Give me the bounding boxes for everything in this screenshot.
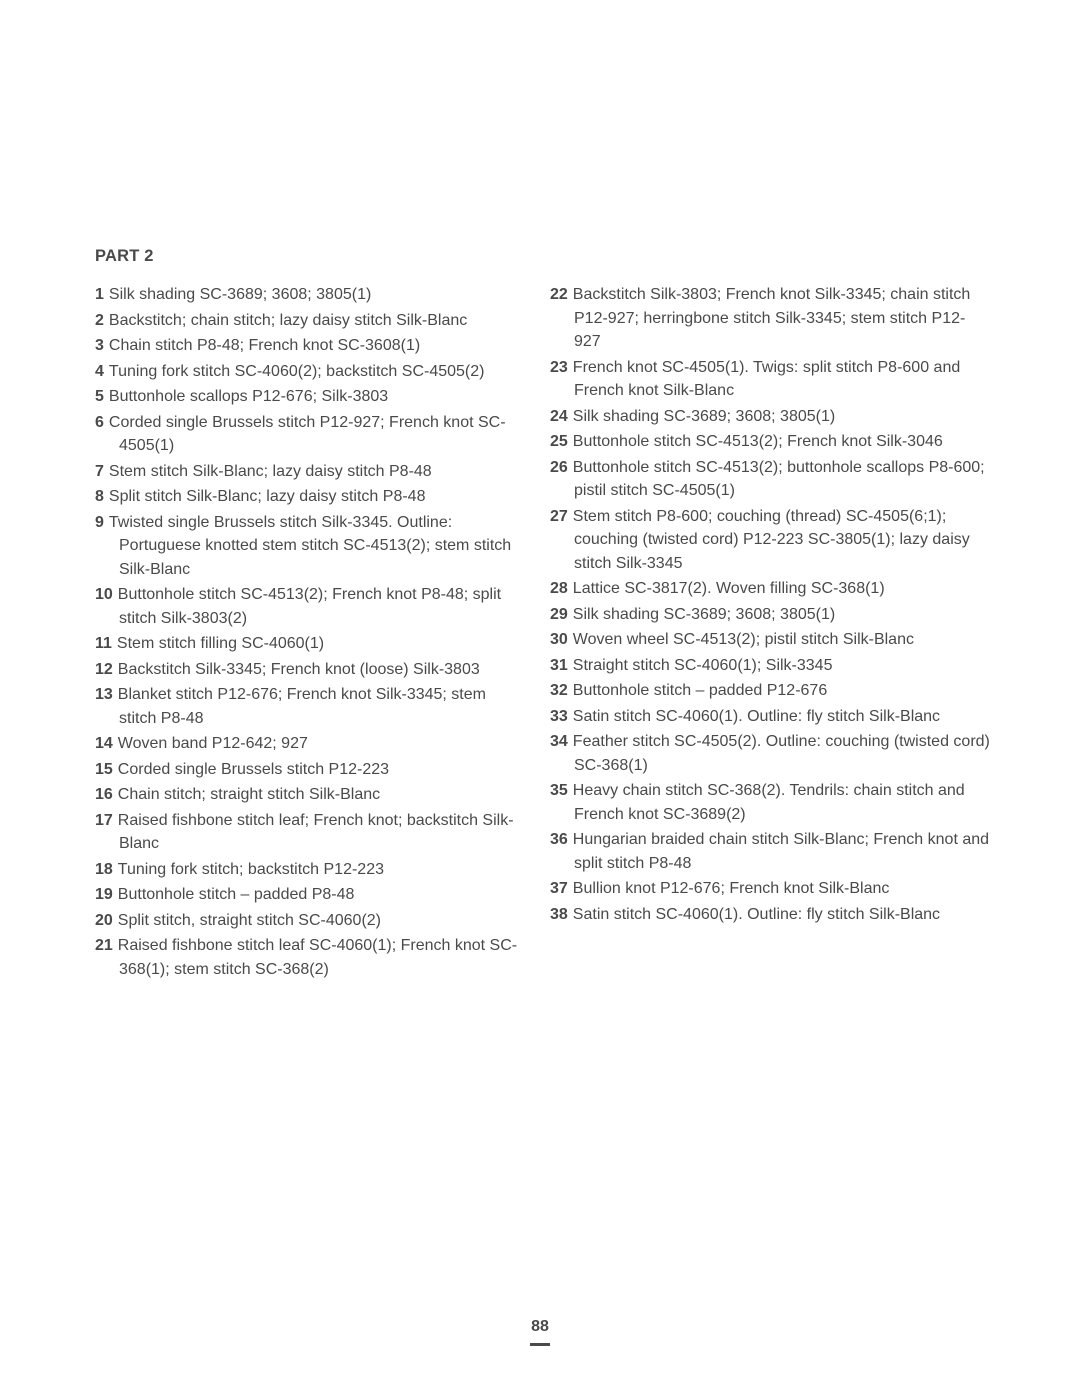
item-text: Stem stitch filling SC-4060(1) [116, 635, 325, 652]
item-text: Silk shading SC-3689; 3608; 3805(1) [572, 605, 836, 623]
item-text: Satin stitch SC-4060(1). Outline: fly stitch Silk-Blanc [572, 905, 941, 923]
list-item [95, 909, 520, 933]
item-text: Satin stitch SC-4060(1). Outline: fly stitch Silk-Blanc [572, 707, 941, 725]
list-item [550, 283, 990, 354]
list-item [95, 658, 520, 682]
item-text: Tuning fork stitch; backstitch P12-223 [117, 860, 384, 878]
item-text: Straight stitch SC-4060(1); Silk-3345 [572, 656, 833, 674]
item-number: 34 [550, 733, 568, 750]
item-number: 5 [95, 388, 104, 405]
item-text: Raised fishbone stitch leaf SC-4060(1); French knot SC-368(1); stem stitch SC-368(2) [117, 937, 518, 978]
list-item [95, 460, 520, 484]
item-number: 10 [95, 586, 113, 603]
item-text: Backstitch; chain stitch; lazy daisy stitch Silk-Blanc [108, 311, 468, 329]
item-text: Split stitch Silk-Blanc; lazy daisy stitch P8-48 [108, 488, 426, 505]
item-number: 8 [95, 488, 104, 505]
item-text: Blanket stitch P12-676; French knot Silk-3345; stem stitch P8-48 [117, 686, 486, 727]
item-number: 37 [550, 880, 568, 897]
item-text: Chain stitch; straight stitch Silk-Blanc [117, 786, 381, 803]
list-item [550, 730, 990, 777]
item-number: 21 [95, 937, 113, 954]
item-text: Buttonhole stitch SC-4513(2); buttonhole scallops P8-600; pistil stitch SC-4505(1) [572, 458, 985, 499]
list-item [95, 334, 520, 358]
item-text: Raised fishbone stitch leaf; French knot; backstitch Silk-Blanc [117, 811, 514, 852]
list-item [550, 828, 990, 875]
page-number-rule [530, 1343, 550, 1346]
item-number: 20 [95, 911, 113, 929]
list-item [550, 577, 990, 601]
item-text: Feather stitch SC-4505(2). Outline: couching (twisted cord) SC-368(1) [572, 733, 990, 774]
item-number: 31 [550, 656, 568, 674]
list-item [95, 883, 520, 907]
list-item [550, 654, 990, 678]
item-number: 13 [95, 686, 113, 703]
item-number: 26 [550, 458, 568, 476]
item-text: Corded single Brussels stitch P12-927; French knot SC-4505(1) [108, 413, 506, 454]
item-text: Corded single Brussels stitch P12-223 [117, 760, 390, 778]
list-item [95, 858, 520, 882]
list-item [550, 679, 990, 703]
item-number: 25 [550, 433, 568, 450]
item-number: 29 [550, 605, 568, 623]
item-number: 3 [95, 337, 104, 354]
list-item [95, 485, 520, 509]
list-item [95, 511, 520, 582]
item-text: Backstitch Silk-3803; French knot Silk-3345; chain stitch P12-927; herringbone stitch Silk-3345; stem stitch P12-927 [572, 286, 971, 350]
item-text: Lattice SC-3817(2). Woven filling SC-368(1) [572, 580, 885, 597]
item-number: 23 [550, 358, 568, 376]
item-number: 16 [95, 786, 113, 803]
item-text: Buttonhole stitch SC-4513(2); French knot P8-48; split stitch Silk-3803(2) [117, 586, 502, 627]
item-number: 7 [95, 462, 104, 480]
item-text: Heavy chain stitch SC-368(2). Tendrils: chain stitch and French knot SC-3689(2) [572, 782, 965, 823]
item-number: 1 [95, 286, 104, 303]
item-text: Split stitch, straight stitch SC-4060(2) [117, 911, 382, 929]
item-number: 32 [550, 682, 568, 699]
item-number: 19 [95, 886, 113, 903]
item-number: 30 [550, 631, 568, 648]
list-item [550, 628, 990, 652]
list-item [95, 809, 520, 856]
item-number: 28 [550, 580, 568, 597]
item-number: 15 [95, 760, 113, 778]
item-number: 35 [550, 782, 568, 799]
item-text: Backstitch Silk-3345; French knot (loose) Silk-3803 [117, 660, 480, 678]
list-item [550, 505, 990, 576]
item-text: Woven wheel SC-4513(2); pistil stitch Silk-Blanc [572, 631, 914, 648]
item-text: Stem stitch Silk-Blanc; lazy daisy stitch P8-48 [108, 462, 432, 480]
item-text: Woven band P12-642; 927 [117, 735, 308, 752]
stitch-list-left [95, 283, 520, 983]
list-item [95, 411, 520, 458]
list-item [95, 683, 520, 730]
list-item [550, 903, 990, 927]
list-item [550, 456, 990, 503]
item-number: 11 [95, 635, 112, 652]
item-text: Twisted single Brussels stitch Silk-3345. Outline: Portuguese knotted stem stitch SC-4513(2); stem stitch Silk-Blanc [108, 513, 512, 578]
item-text: Bullion knot P12-676; French knot Silk-Blanc [572, 880, 890, 897]
list-item [95, 385, 520, 409]
item-text: Chain stitch P8-48; French knot SC-3608(1) [108, 337, 421, 354]
item-text: Buttonhole scallops P12-676; Silk-3803 [108, 388, 389, 405]
list-item [550, 405, 990, 429]
item-number: 27 [550, 507, 568, 525]
item-number: 17 [95, 811, 113, 829]
item-text: Silk shading SC-3689; 3608; 3805(1) [572, 407, 836, 425]
section-heading: PART 2 [95, 247, 154, 265]
item-number: 9 [95, 513, 104, 531]
list-item [95, 632, 520, 656]
list-item [95, 583, 520, 630]
list-item [550, 779, 990, 826]
item-text: Buttonhole stitch – padded P12-676 [572, 682, 828, 699]
item-number: 33 [550, 707, 568, 725]
list-item [95, 758, 520, 782]
item-number: 12 [95, 660, 113, 678]
item-text: Stem stitch P8-600; couching (thread) SC-4505(6;1); couching (twisted cord) P12-223 SC-3805(1); lazy daisy stitch Silk-3345 [572, 507, 970, 572]
list-item [95, 360, 520, 384]
item-number: 38 [550, 905, 568, 923]
list-item [95, 934, 520, 981]
list-item [95, 309, 520, 333]
list-item [550, 705, 990, 729]
item-number: 4 [95, 362, 104, 380]
item-text: Tuning fork stitch SC-4060(2); backstitch SC-4505(2) [108, 362, 485, 380]
list-item [95, 283, 520, 307]
item-number: 24 [550, 407, 568, 425]
stitch-list-right [550, 283, 990, 928]
list-item [550, 430, 990, 454]
list-item [95, 783, 520, 807]
item-text: Buttonhole stitch SC-4513(2); French knot Silk-3046 [572, 433, 943, 450]
item-number: 22 [550, 286, 568, 303]
list-item [550, 877, 990, 901]
item-text: Silk shading SC-3689; 3608; 3805(1) [108, 286, 372, 303]
item-text: Buttonhole stitch – padded P8-48 [117, 886, 355, 903]
page-number: 88 [531, 1318, 549, 1335]
item-number: 6 [95, 413, 104, 431]
item-text: French knot SC-4505(1). Twigs: split stitch P8-600 and French knot Silk-Blanc [572, 358, 961, 399]
item-number: 36 [550, 831, 568, 848]
item-text: Hungarian braided chain stitch Silk-Blanc; French knot and split stitch P8-48 [572, 831, 990, 872]
item-number: 14 [95, 735, 113, 752]
item-number: 18 [95, 860, 113, 878]
list-item [95, 732, 520, 756]
list-item [550, 356, 990, 403]
list-item [550, 603, 990, 627]
item-number: 2 [95, 311, 104, 329]
